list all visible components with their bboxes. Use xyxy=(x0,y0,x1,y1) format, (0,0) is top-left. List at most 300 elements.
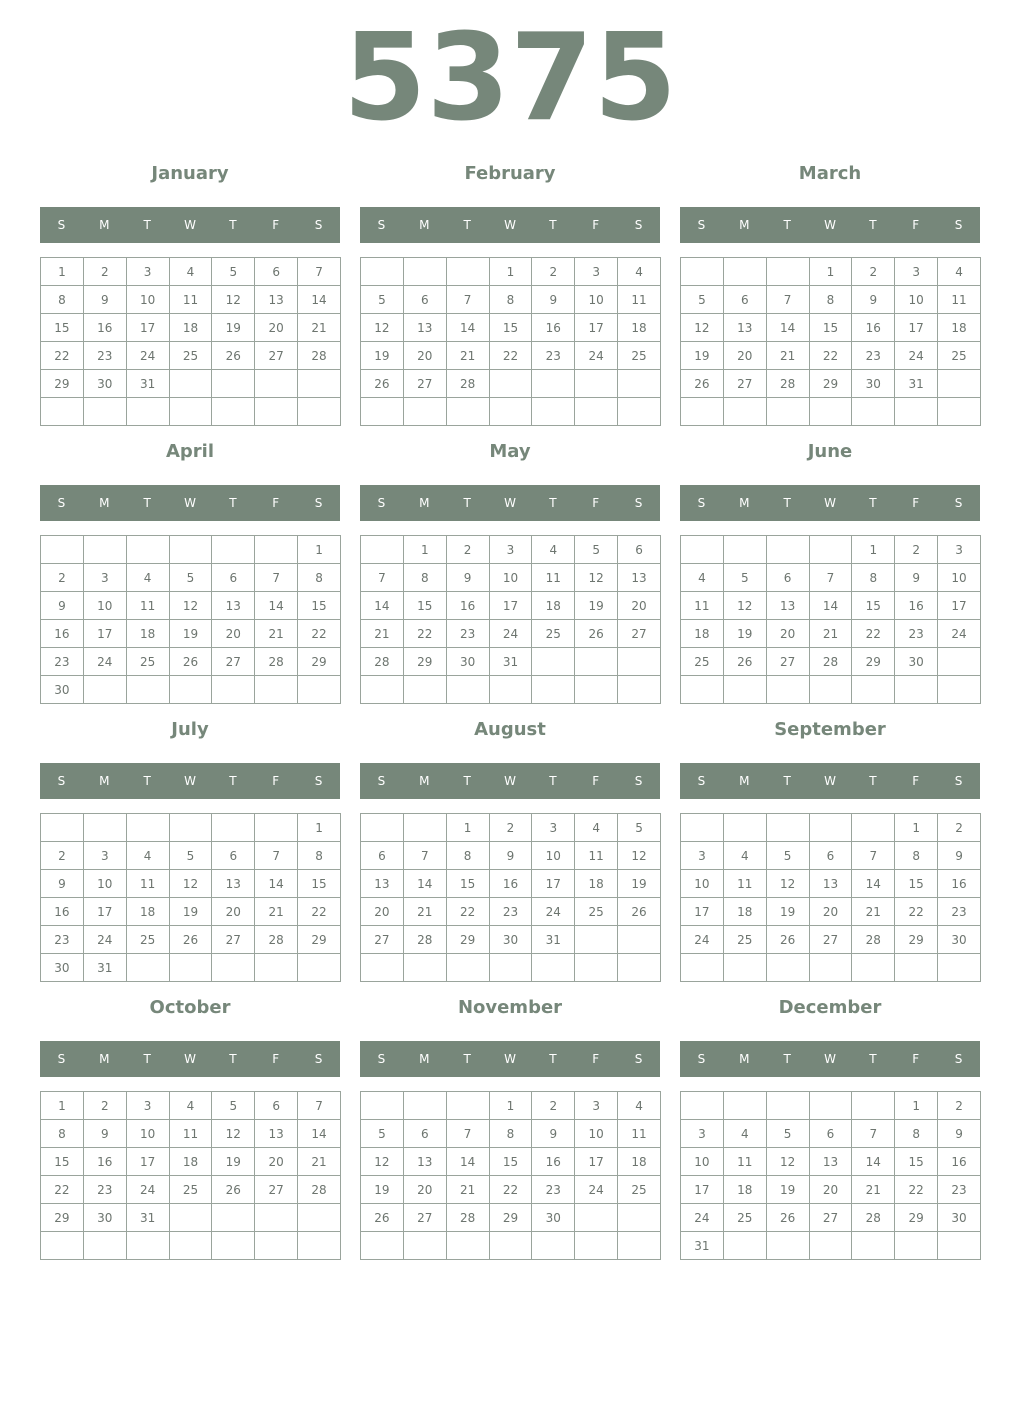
day-cell: 21 xyxy=(298,314,341,342)
day-cell xyxy=(852,398,895,426)
day-cell: 27 xyxy=(255,342,298,370)
day-cell: 3 xyxy=(681,1120,724,1148)
weekday-label: S xyxy=(634,1052,643,1066)
day-cell: 22 xyxy=(809,342,852,370)
day-cell xyxy=(575,1232,618,1260)
day-cell: 2 xyxy=(895,536,938,564)
day-cell xyxy=(255,536,298,564)
day-cell: 23 xyxy=(446,620,489,648)
day-cell: 7 xyxy=(766,286,809,314)
day-cell: 24 xyxy=(83,648,126,676)
weekday-label: S xyxy=(377,774,386,788)
day-cell: 10 xyxy=(489,564,532,592)
day-cell: 3 xyxy=(83,564,126,592)
day-cell xyxy=(809,954,852,982)
day-cell: 12 xyxy=(212,286,255,314)
day-cell: 19 xyxy=(766,1176,809,1204)
day-cell xyxy=(446,676,489,704)
day-cell: 14 xyxy=(298,1120,341,1148)
day-cell: 15 xyxy=(895,1148,938,1176)
week-row xyxy=(681,954,981,982)
days-grid xyxy=(680,813,981,982)
day-cell xyxy=(532,954,575,982)
day-cell: 21 xyxy=(809,620,852,648)
month-name: July xyxy=(171,719,209,740)
day-cell: 9 xyxy=(532,286,575,314)
day-cell: 8 xyxy=(41,286,84,314)
day-cell xyxy=(723,1232,766,1260)
day-cell: 30 xyxy=(41,676,84,704)
weekday-label: S xyxy=(57,1052,66,1066)
day-cell: 15 xyxy=(446,870,489,898)
weekday-label: W xyxy=(824,496,836,510)
weekday-label: T xyxy=(463,1052,471,1066)
week-row xyxy=(361,1176,661,1204)
day-cell xyxy=(169,954,212,982)
day-cell: 3 xyxy=(532,814,575,842)
day-cell xyxy=(723,398,766,426)
day-cell xyxy=(255,370,298,398)
day-cell: 7 xyxy=(852,842,895,870)
week-row xyxy=(681,870,981,898)
days-grid xyxy=(360,1091,661,1260)
day-cell xyxy=(575,648,618,676)
day-cell: 16 xyxy=(83,314,126,342)
day-cell: 28 xyxy=(852,926,895,954)
week-row xyxy=(681,898,981,926)
week-row xyxy=(41,954,341,982)
day-cell: 6 xyxy=(212,842,255,870)
month-name: August xyxy=(474,719,546,740)
day-cell xyxy=(895,954,938,982)
weekday-label: S xyxy=(377,1052,386,1066)
day-cell: 7 xyxy=(446,1120,489,1148)
day-cell: 25 xyxy=(169,1176,212,1204)
day-cell: 13 xyxy=(618,564,661,592)
weekday-label: T xyxy=(869,496,877,510)
day-cell: 5 xyxy=(361,286,404,314)
week-row xyxy=(41,258,341,286)
day-cell: 2 xyxy=(41,842,84,870)
day-cell: 2 xyxy=(83,258,126,286)
day-cell: 25 xyxy=(532,620,575,648)
day-cell: 16 xyxy=(532,1148,575,1176)
weekday-label: W xyxy=(824,218,836,232)
day-cell: 6 xyxy=(255,258,298,286)
weekday-label: T xyxy=(143,218,151,232)
day-cell: 16 xyxy=(895,592,938,620)
day-cell: 30 xyxy=(41,954,84,982)
day-cell xyxy=(809,1092,852,1120)
day-cell: 13 xyxy=(212,592,255,620)
day-cell: 4 xyxy=(618,258,661,286)
day-cell xyxy=(575,1204,618,1232)
day-cell: 27 xyxy=(809,926,852,954)
weekday-label: T xyxy=(549,218,557,232)
day-cell: 22 xyxy=(298,898,341,926)
days-grid xyxy=(40,257,341,426)
week-row xyxy=(681,536,981,564)
day-cell: 17 xyxy=(126,314,169,342)
day-cell: 24 xyxy=(126,342,169,370)
weekday-label: W xyxy=(184,1052,196,1066)
weekday-label: F xyxy=(592,496,600,510)
day-cell xyxy=(489,398,532,426)
day-cell xyxy=(681,398,724,426)
day-cell: 29 xyxy=(298,648,341,676)
day-cell: 6 xyxy=(212,564,255,592)
weekday-label: M xyxy=(419,1052,430,1066)
week-row xyxy=(681,592,981,620)
day-cell xyxy=(212,398,255,426)
day-cell: 22 xyxy=(446,898,489,926)
day-cell: 26 xyxy=(212,342,255,370)
weekday-label: T xyxy=(783,1052,791,1066)
day-cell: 21 xyxy=(403,898,446,926)
day-cell: 20 xyxy=(809,1176,852,1204)
day-cell xyxy=(361,676,404,704)
day-cell xyxy=(809,536,852,564)
week-row xyxy=(41,676,341,704)
week-row xyxy=(41,842,341,870)
weekday-label: S xyxy=(634,496,643,510)
day-cell: 5 xyxy=(212,1092,255,1120)
week-row xyxy=(361,620,661,648)
week-row xyxy=(681,258,981,286)
day-cell: 20 xyxy=(403,1176,446,1204)
day-cell: 23 xyxy=(938,898,981,926)
weekday-label: W xyxy=(504,1052,516,1066)
week-row xyxy=(361,926,661,954)
day-cell xyxy=(41,1232,84,1260)
day-cell xyxy=(809,814,852,842)
day-cell xyxy=(298,398,341,426)
weekday-label: S xyxy=(314,1052,323,1066)
week-row xyxy=(361,1204,661,1232)
day-cell: 1 xyxy=(895,1092,938,1120)
day-cell: 28 xyxy=(298,1176,341,1204)
weekday-label: F xyxy=(912,1052,920,1066)
day-cell xyxy=(446,258,489,286)
day-cell xyxy=(852,1092,895,1120)
day-cell: 1 xyxy=(489,258,532,286)
day-cell: 8 xyxy=(895,1120,938,1148)
month-name: December xyxy=(778,997,882,1018)
day-cell: 18 xyxy=(169,314,212,342)
weekday-label: W xyxy=(504,218,516,232)
week-row xyxy=(41,898,341,926)
day-cell: 10 xyxy=(126,286,169,314)
day-cell: 24 xyxy=(895,342,938,370)
day-cell: 18 xyxy=(126,620,169,648)
day-cell: 20 xyxy=(766,620,809,648)
weekday-label: T xyxy=(229,1052,237,1066)
day-cell: 1 xyxy=(403,536,446,564)
day-cell: 10 xyxy=(938,564,981,592)
day-cell: 18 xyxy=(618,314,661,342)
week-row xyxy=(681,1120,981,1148)
weekday-label: M xyxy=(99,496,110,510)
day-cell: 26 xyxy=(618,898,661,926)
day-cell: 19 xyxy=(723,620,766,648)
months-grid xyxy=(40,156,980,1268)
day-cell: 3 xyxy=(83,842,126,870)
day-cell: 2 xyxy=(446,536,489,564)
day-cell: 20 xyxy=(618,592,661,620)
day-cell: 15 xyxy=(41,1148,84,1176)
weekday-label: W xyxy=(824,774,836,788)
month-name: September xyxy=(774,719,886,740)
day-cell xyxy=(298,954,341,982)
day-cell xyxy=(723,814,766,842)
weekday-label: S xyxy=(57,774,66,788)
days-grid xyxy=(360,257,661,426)
day-cell: 21 xyxy=(361,620,404,648)
day-cell: 26 xyxy=(723,648,766,676)
day-cell: 23 xyxy=(83,342,126,370)
day-cell xyxy=(169,676,212,704)
weekday-header xyxy=(360,763,660,799)
day-cell: 3 xyxy=(938,536,981,564)
weekday-label: W xyxy=(184,496,196,510)
day-cell: 22 xyxy=(852,620,895,648)
weekday-label: S xyxy=(57,218,66,232)
day-cell: 13 xyxy=(361,870,404,898)
day-cell xyxy=(489,676,532,704)
day-cell: 15 xyxy=(489,1148,532,1176)
day-cell: 26 xyxy=(766,1204,809,1232)
day-cell: 28 xyxy=(809,648,852,676)
day-cell xyxy=(403,814,446,842)
day-cell: 9 xyxy=(83,286,126,314)
day-cell xyxy=(169,370,212,398)
day-cell xyxy=(169,1204,212,1232)
weekday-label: S xyxy=(954,1052,963,1066)
day-cell: 30 xyxy=(489,926,532,954)
month-november xyxy=(360,990,660,1268)
week-row xyxy=(681,814,981,842)
day-cell: 17 xyxy=(575,314,618,342)
day-cell: 22 xyxy=(298,620,341,648)
day-cell: 29 xyxy=(41,370,84,398)
day-cell xyxy=(403,1232,446,1260)
week-row xyxy=(361,314,661,342)
week-row xyxy=(681,398,981,426)
day-cell xyxy=(126,398,169,426)
days-grid xyxy=(680,257,981,426)
month-march xyxy=(680,156,980,434)
day-cell: 7 xyxy=(298,1092,341,1120)
week-row xyxy=(361,536,661,564)
day-cell: 2 xyxy=(938,1092,981,1120)
day-cell: 31 xyxy=(681,1232,724,1260)
day-cell: 9 xyxy=(852,286,895,314)
day-cell: 29 xyxy=(895,926,938,954)
day-cell: 23 xyxy=(532,342,575,370)
month-name: May xyxy=(489,441,531,462)
day-cell: 15 xyxy=(852,592,895,620)
day-cell: 14 xyxy=(446,1148,489,1176)
day-cell: 1 xyxy=(895,814,938,842)
day-cell: 22 xyxy=(41,1176,84,1204)
day-cell xyxy=(255,1232,298,1260)
weekday-header xyxy=(40,763,340,799)
day-cell: 21 xyxy=(446,1176,489,1204)
month-name: November xyxy=(457,997,563,1018)
weekday-label: S xyxy=(314,774,323,788)
day-cell: 13 xyxy=(809,870,852,898)
day-cell: 6 xyxy=(723,286,766,314)
day-cell: 24 xyxy=(532,898,575,926)
day-cell: 6 xyxy=(403,1120,446,1148)
day-cell xyxy=(361,1232,404,1260)
day-cell xyxy=(895,1232,938,1260)
weekday-label: F xyxy=(272,496,280,510)
day-cell: 29 xyxy=(446,926,489,954)
day-cell: 14 xyxy=(255,592,298,620)
days-grid xyxy=(40,535,341,704)
day-cell: 25 xyxy=(618,1176,661,1204)
day-cell: 28 xyxy=(446,370,489,398)
day-cell: 27 xyxy=(403,1204,446,1232)
weekday-label: M xyxy=(419,496,430,510)
day-cell: 27 xyxy=(212,648,255,676)
day-cell: 11 xyxy=(126,870,169,898)
weekday-label: M xyxy=(739,774,750,788)
day-cell: 11 xyxy=(575,842,618,870)
day-cell xyxy=(575,954,618,982)
day-cell: 21 xyxy=(255,620,298,648)
day-cell: 27 xyxy=(618,620,661,648)
day-cell: 29 xyxy=(403,648,446,676)
weekday-label: T xyxy=(143,774,151,788)
day-cell xyxy=(618,648,661,676)
day-cell: 31 xyxy=(126,1204,169,1232)
month-august xyxy=(360,712,660,990)
month-name: February xyxy=(464,163,556,184)
day-cell: 15 xyxy=(298,870,341,898)
weekday-label: M xyxy=(739,496,750,510)
day-cell: 16 xyxy=(446,592,489,620)
weekday-label: M xyxy=(99,774,110,788)
day-cell: 8 xyxy=(298,564,341,592)
day-cell xyxy=(681,954,724,982)
day-cell: 2 xyxy=(83,1092,126,1120)
day-cell: 17 xyxy=(681,898,724,926)
weekday-label: M xyxy=(99,218,110,232)
weekday-label: T xyxy=(143,1052,151,1066)
day-cell: 21 xyxy=(255,898,298,926)
day-cell xyxy=(255,814,298,842)
weekday-header xyxy=(680,485,980,521)
day-cell: 26 xyxy=(361,1204,404,1232)
day-cell: 26 xyxy=(361,370,404,398)
week-row xyxy=(41,564,341,592)
days-grid xyxy=(360,535,661,704)
weekday-label: S xyxy=(954,496,963,510)
weekday-label: F xyxy=(912,774,920,788)
day-cell: 29 xyxy=(298,926,341,954)
day-cell xyxy=(126,954,169,982)
day-cell: 30 xyxy=(938,1204,981,1232)
day-cell xyxy=(298,1232,341,1260)
day-cell: 7 xyxy=(255,564,298,592)
day-cell: 25 xyxy=(618,342,661,370)
day-cell: 23 xyxy=(895,620,938,648)
week-row xyxy=(681,1176,981,1204)
day-cell: 13 xyxy=(255,1120,298,1148)
week-row xyxy=(361,870,661,898)
day-cell: 12 xyxy=(361,1148,404,1176)
day-cell: 24 xyxy=(126,1176,169,1204)
day-cell xyxy=(41,814,84,842)
day-cell xyxy=(723,954,766,982)
day-cell: 6 xyxy=(361,842,404,870)
day-cell: 15 xyxy=(403,592,446,620)
day-cell: 20 xyxy=(255,314,298,342)
week-row xyxy=(361,648,661,676)
day-cell: 16 xyxy=(489,870,532,898)
day-cell xyxy=(532,648,575,676)
week-row xyxy=(361,286,661,314)
weekday-header xyxy=(40,207,340,243)
day-cell: 15 xyxy=(298,592,341,620)
day-cell: 11 xyxy=(681,592,724,620)
week-row xyxy=(41,342,341,370)
day-cell xyxy=(532,676,575,704)
day-cell: 18 xyxy=(938,314,981,342)
day-cell: 10 xyxy=(532,842,575,870)
day-cell: 20 xyxy=(361,898,404,926)
day-cell xyxy=(212,536,255,564)
day-cell: 12 xyxy=(766,870,809,898)
weekday-label: M xyxy=(419,774,430,788)
day-cell: 23 xyxy=(532,1176,575,1204)
day-cell: 5 xyxy=(766,1120,809,1148)
day-cell: 29 xyxy=(41,1204,84,1232)
day-cell: 31 xyxy=(126,370,169,398)
weekday-label: W xyxy=(504,496,516,510)
day-cell: 14 xyxy=(852,870,895,898)
day-cell: 27 xyxy=(723,370,766,398)
day-cell: 23 xyxy=(83,1176,126,1204)
day-cell xyxy=(212,814,255,842)
day-cell: 1 xyxy=(852,536,895,564)
day-cell: 4 xyxy=(575,814,618,842)
day-cell xyxy=(938,676,981,704)
day-cell xyxy=(41,536,84,564)
day-cell: 16 xyxy=(41,620,84,648)
week-row xyxy=(41,1204,341,1232)
month-name: April xyxy=(165,441,215,462)
week-row xyxy=(41,1176,341,1204)
day-cell: 28 xyxy=(255,926,298,954)
week-row xyxy=(361,370,661,398)
day-cell: 5 xyxy=(212,258,255,286)
day-cell: 3 xyxy=(126,1092,169,1120)
day-cell xyxy=(255,1204,298,1232)
day-cell xyxy=(255,398,298,426)
day-cell: 3 xyxy=(126,258,169,286)
day-cell: 14 xyxy=(403,870,446,898)
day-cell xyxy=(618,1204,661,1232)
day-cell: 7 xyxy=(255,842,298,870)
day-cell: 28 xyxy=(255,648,298,676)
day-cell: 27 xyxy=(212,926,255,954)
month-january xyxy=(40,156,340,434)
day-cell: 13 xyxy=(809,1148,852,1176)
day-cell: 19 xyxy=(681,342,724,370)
